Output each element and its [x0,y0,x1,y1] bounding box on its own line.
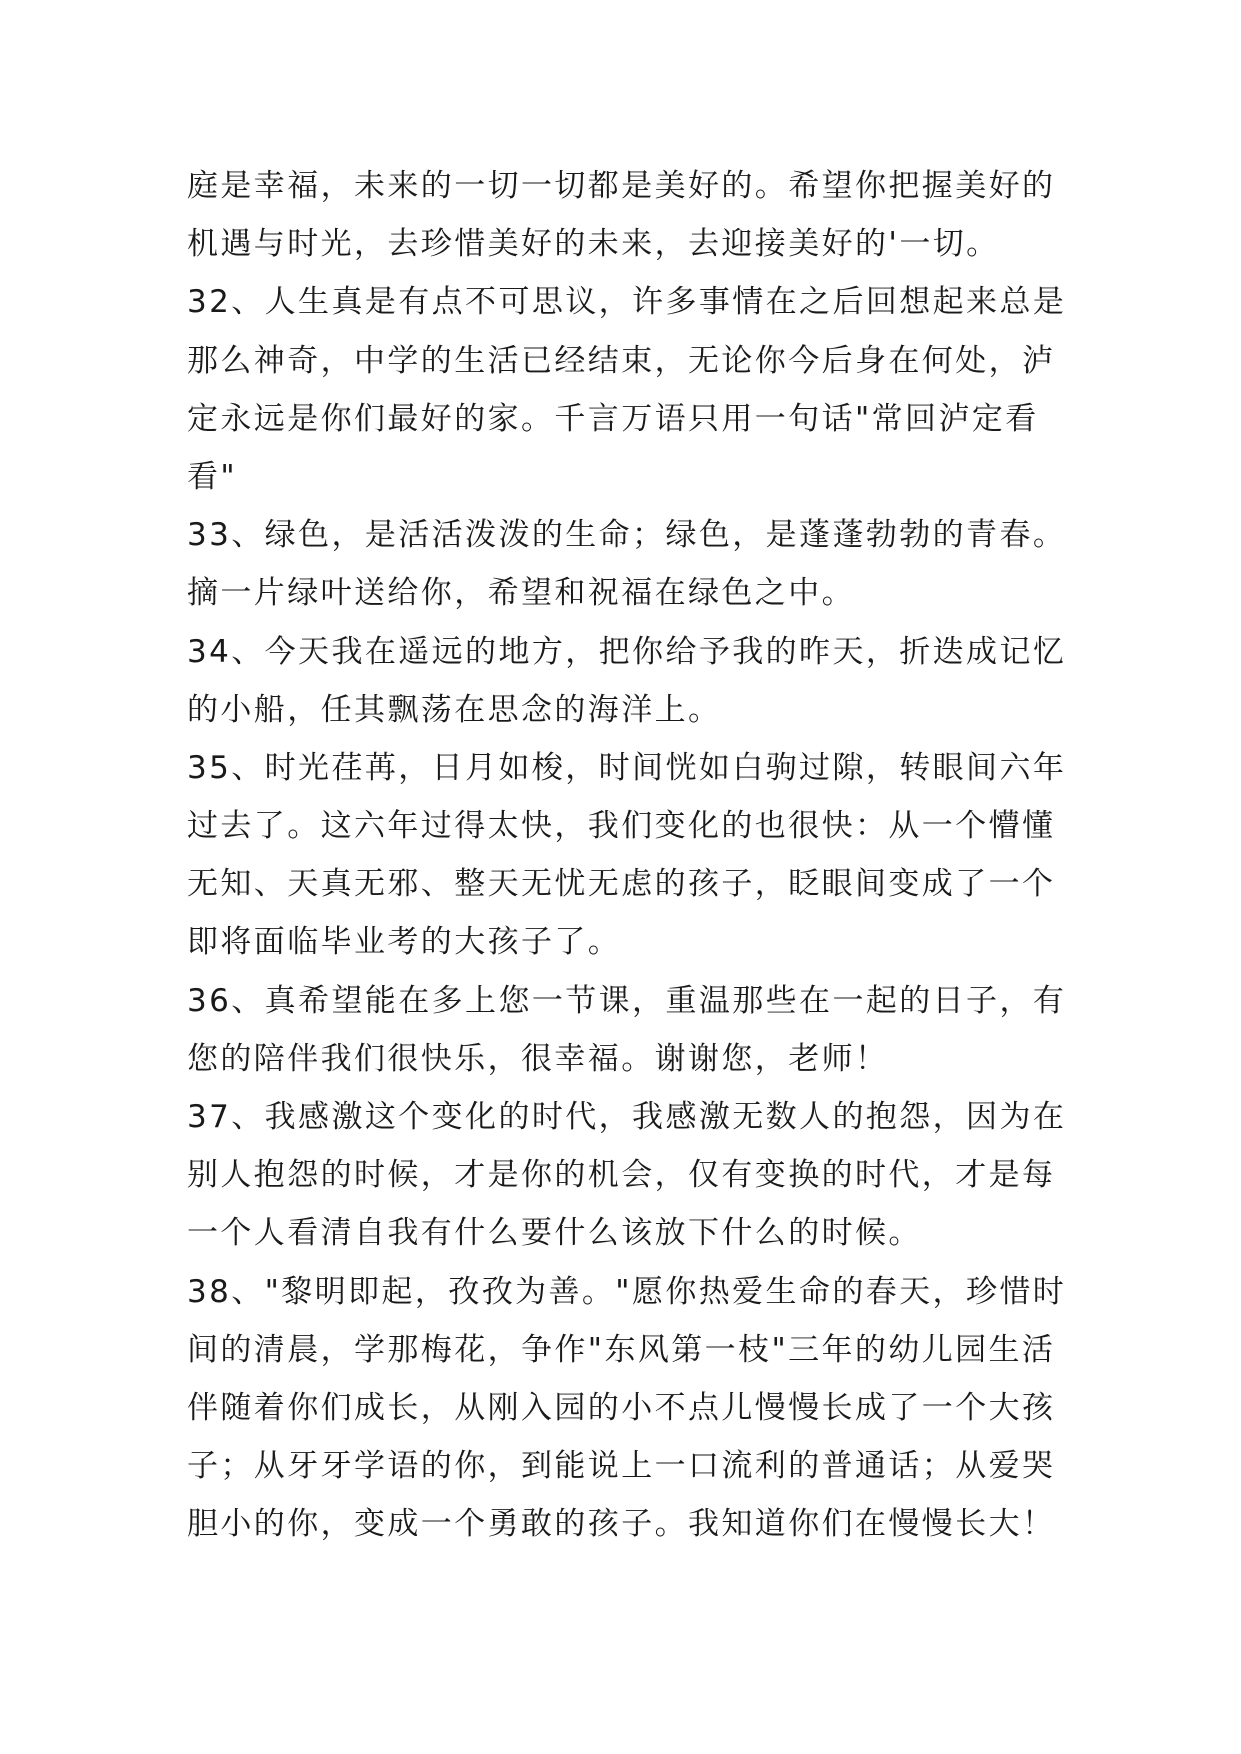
text-line: 机遇与时光，去珍惜美好的未来，去迎接美好的'一切。 [187,226,1000,263]
text-line: 无知、天真无邪、整天无忧无虑的孩子，眨眼间变成了一个 [187,866,1056,903]
text-line: 定永远是你们最好的家。千言万语只用一句话"常回泸定看 [187,400,1039,437]
text-line: 您的陪伴我们很快乐，很幸福。谢谢您，老师！ [187,1040,889,1077]
text-line: 别人抱怨的时候，才是你的机会，仅有变换的时代，才是每 [187,1157,1056,1194]
text-line: 36、真希望能在多上您一节课，重温那些在一起的日子，有 [187,982,1067,1019]
text-line: 那么神奇，中学的生活已经结束，无论你今后身在何处，泸 [187,342,1056,379]
text-line: 看" [187,458,238,495]
text-line: 32、人生真是有点不可思议，许多事情在之后回想起来总是 [187,284,1067,321]
text-line: 37、我感激这个变化的时代，我感激无数人的抱怨，因为在 [187,1099,1067,1135]
document-text-body [187,157,1087,1554]
text-line: 间的清晨，学那梅花，争作"东风第一枝"三年的幼儿园生活 [187,1331,1056,1368]
text-line: 伴随着你们成长，从刚入园的小不点儿慢慢长成了一个大孩 [187,1389,1056,1426]
text-line: 38、"黎明即起，孜孜为善。"愿你热爱生命的春天，珍惜时 [187,1273,1067,1310]
text-line: 的小船，任其飘荡在思念的海洋上。 [187,691,722,728]
text-line: 摘一片绿叶送给你，希望和祝福在绿色之中。 [187,575,855,612]
text-line: 过去了。这六年过得太快，我们变化的也很快：从一个懵懂 [187,808,1056,845]
text-line: 35、时光荏苒，日月如梭，时间恍如白驹过隙，转眼间六年 [187,749,1067,786]
text-line: 子；从牙牙学语的你，到能说上一口流利的普通话；从爱哭 [187,1448,1056,1485]
text-line: 34、今天我在遥远的地方，把你给予我的昨天，折迭成记忆 [187,633,1067,670]
text-line: 庭是幸福，未来的一切一切都是美好的。希望你把握美好的 [187,168,1056,204]
text-line: 胆小的你，变成一个勇敢的孩子。我知道你们在慢慢长大！ [187,1506,1056,1543]
text-line: 一个人看清自我有什么要什么该放下什么的时候。 [187,1215,922,1252]
text-line: 即将面临毕业考的大孩子了。 [187,924,622,961]
text-line: 33、绿色，是活活泼泼的生命；绿色，是蓬蓬勃勃的青春。 [187,517,1067,554]
